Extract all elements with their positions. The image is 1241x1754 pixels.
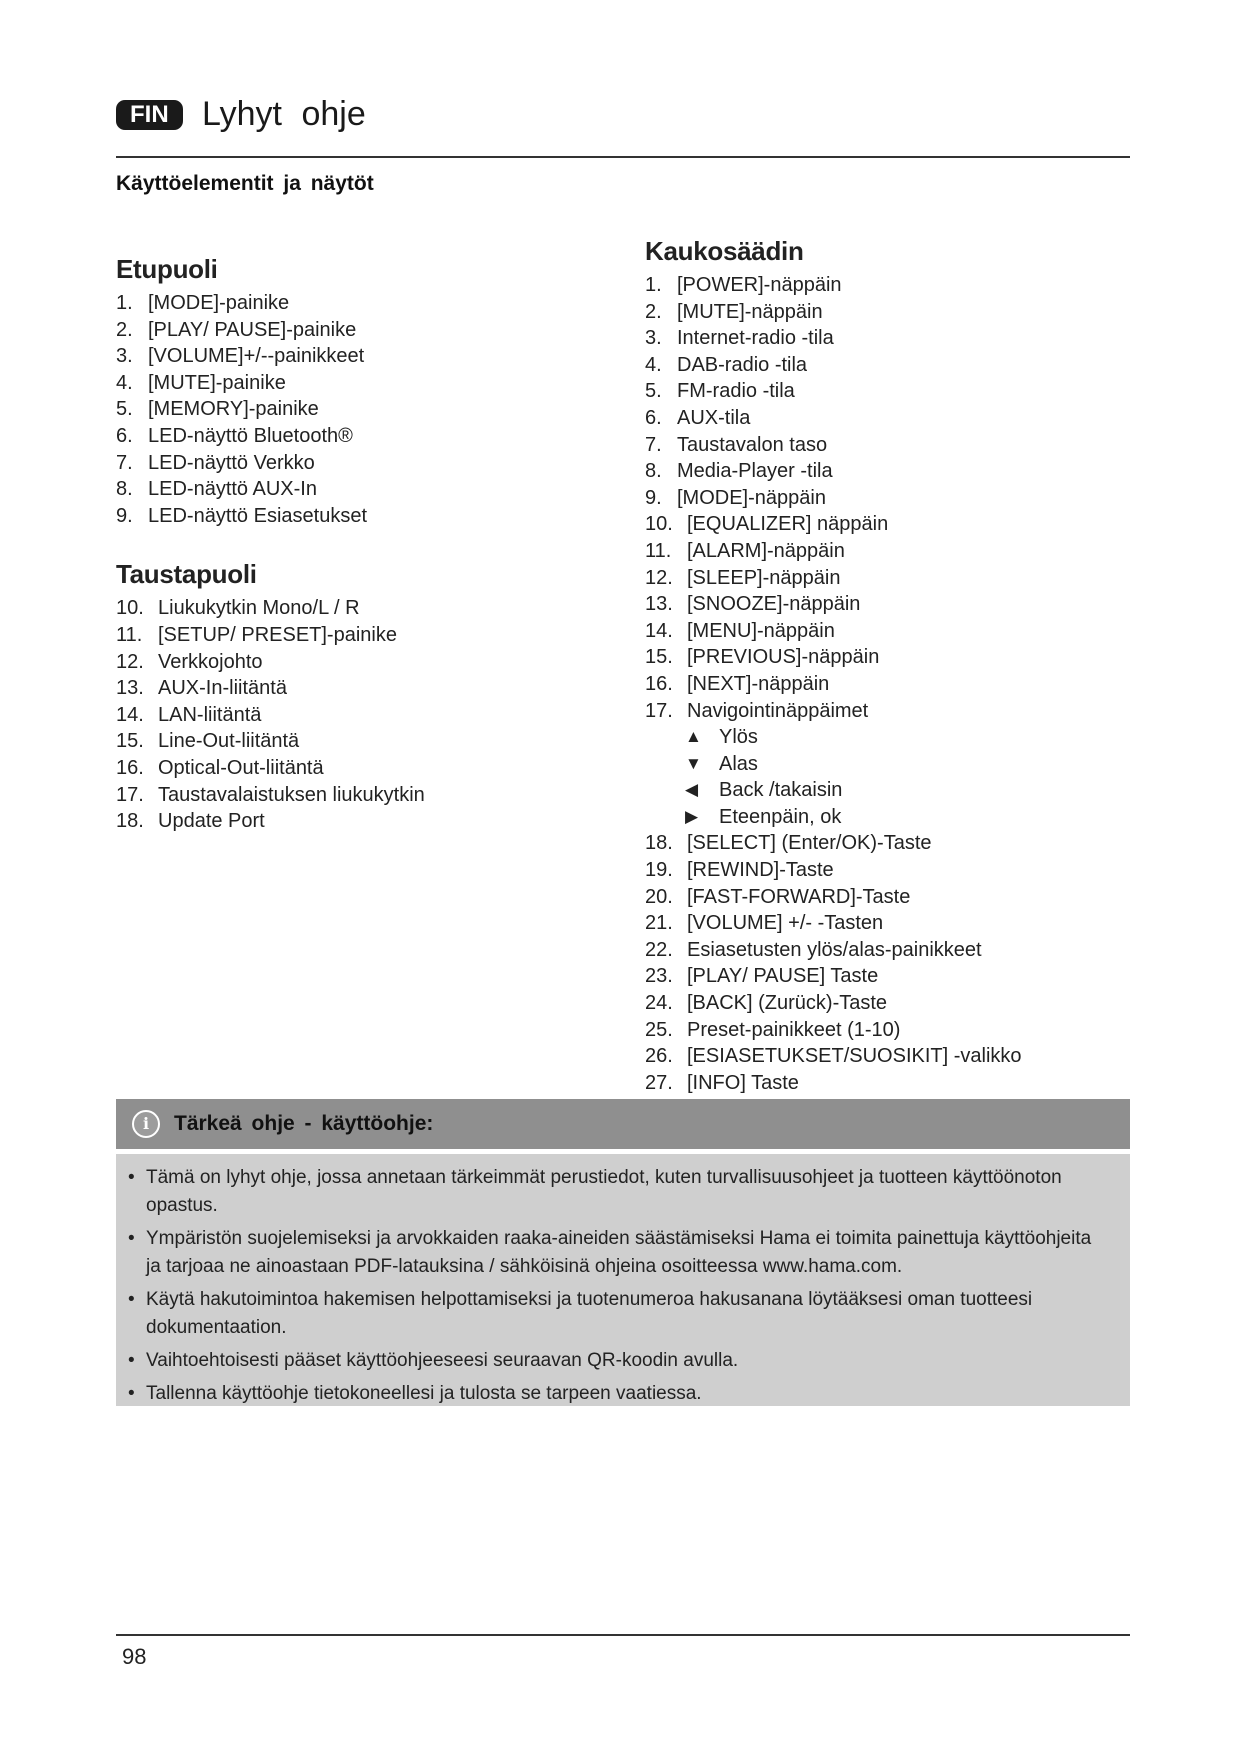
item-text: FM-radio -tila bbox=[677, 380, 795, 403]
front-side-title: Etupuoli bbox=[116, 254, 218, 284]
notice-bullet: • Vaihtoehtoisesti pääset käyttöohjeeseesi seuraavan QR-koodin avulla. bbox=[128, 1347, 1106, 1375]
list-item bbox=[116, 675, 616, 702]
list-item bbox=[645, 990, 1125, 1017]
list-item bbox=[116, 290, 616, 317]
item-text: LAN-liitäntä bbox=[158, 703, 262, 726]
list-item bbox=[645, 1070, 1125, 1097]
list-item bbox=[645, 884, 1125, 911]
item-text: LED-näyttö Verkko bbox=[148, 451, 315, 474]
notice-bullet: • Tallenna käyttöohje tietokoneellesi ja tulosta se tarpeen vaatiessa. bbox=[128, 1380, 1106, 1408]
list-item bbox=[116, 649, 616, 676]
item-number: 26. bbox=[645, 1045, 673, 1068]
list-item bbox=[645, 352, 1125, 379]
list-item bbox=[116, 396, 616, 423]
arrow-up-icon: ▲ bbox=[685, 727, 702, 747]
list-item bbox=[645, 299, 1125, 326]
item-text: LED-näyttö AUX-In bbox=[148, 478, 317, 501]
item-number: 19. bbox=[645, 859, 673, 882]
item-number: 17. bbox=[116, 783, 144, 806]
list-item bbox=[645, 937, 1125, 964]
item-text: AUX-In-liitäntä bbox=[158, 677, 287, 700]
list-item bbox=[645, 511, 1125, 538]
list-item bbox=[116, 317, 616, 344]
item-number: 7. bbox=[645, 433, 662, 456]
list-item bbox=[116, 595, 616, 622]
item-number: 6. bbox=[645, 406, 662, 429]
item-number: 22. bbox=[645, 938, 673, 961]
item-text: Taustavalon taso bbox=[677, 433, 828, 456]
item-number: 18. bbox=[116, 810, 144, 833]
list-item bbox=[645, 830, 1125, 857]
item-number: 9. bbox=[645, 486, 662, 509]
item-number: 17. bbox=[645, 699, 673, 722]
item-number: 2. bbox=[116, 318, 133, 341]
item-text: [ESIASETUKSET/SUOSIKIT] -valikko bbox=[687, 1045, 1022, 1068]
nav-key-item bbox=[685, 751, 1125, 778]
item-number: 25. bbox=[645, 1018, 673, 1041]
item-text: LED-näyttö Esiasetukset bbox=[148, 504, 367, 527]
item-text: [SLEEP]-näppäin bbox=[687, 566, 841, 589]
nav-key-text: Alas bbox=[719, 752, 758, 775]
page-number: 98 bbox=[122, 1644, 147, 1669]
document-title: Lyhyt ohje bbox=[202, 95, 366, 133]
list-item bbox=[645, 910, 1125, 937]
list-item bbox=[645, 963, 1125, 990]
item-number: 12. bbox=[116, 650, 144, 673]
important-notice-body bbox=[116, 1154, 1130, 1406]
left-column bbox=[116, 252, 616, 835]
list-item bbox=[645, 644, 1125, 671]
item-number: 14. bbox=[645, 619, 673, 642]
list-item bbox=[116, 343, 616, 370]
nav-key-item bbox=[685, 804, 1125, 831]
list-item bbox=[645, 857, 1125, 884]
item-text: [SELECT] (Enter/OK)-Taste bbox=[687, 832, 932, 855]
item-number: 3. bbox=[116, 345, 133, 368]
item-text: DAB-radio -tila bbox=[677, 353, 808, 376]
important-notice-header bbox=[116, 1099, 1130, 1149]
item-text: [EQUALIZER] näppäin bbox=[687, 513, 889, 536]
nav-key-item bbox=[685, 777, 1125, 804]
item-text: Update Port bbox=[158, 810, 265, 833]
item-text: LED-näyttö Bluetooth® bbox=[148, 424, 353, 447]
list-item bbox=[645, 432, 1125, 459]
item-text: Navigointinäppäimet bbox=[687, 699, 869, 722]
item-text: [MODE]-näppäin bbox=[677, 486, 826, 509]
item-text: [VOLUME] +/- -Tasten bbox=[687, 912, 884, 935]
list-item bbox=[645, 565, 1125, 592]
notice-bullet: • Käytä hakutoimintoa hakemisen helpottamiseksi ja tuotenumeroa hakusanana löytääksesi oman tuotteesi dokumentaation. bbox=[128, 1286, 1106, 1342]
item-text: [MEMORY]-painike bbox=[148, 398, 319, 421]
item-text: [POWER]-näppäin bbox=[677, 274, 842, 296]
list-item bbox=[116, 450, 616, 477]
item-number: 5. bbox=[116, 398, 133, 421]
arrow-down-icon: ▼ bbox=[685, 753, 702, 773]
item-number: 16. bbox=[645, 672, 673, 695]
item-number: 13. bbox=[645, 593, 673, 616]
item-number: 18. bbox=[645, 832, 673, 855]
section-subtitle: Käyttöelementit ja näytöt bbox=[116, 172, 374, 195]
item-number: 16. bbox=[116, 756, 144, 779]
list-item bbox=[645, 671, 1125, 698]
item-number: 13. bbox=[116, 677, 144, 700]
item-text: [NEXT]-näppäin bbox=[687, 672, 830, 695]
list-item bbox=[645, 405, 1125, 432]
info-icon: i bbox=[132, 1110, 160, 1138]
item-text: [REWIND]-Taste bbox=[687, 859, 834, 882]
arrow-left-icon: ◀ bbox=[685, 780, 699, 800]
item-number: 10. bbox=[116, 597, 144, 620]
item-text: Media-Player -tila bbox=[677, 460, 833, 483]
list-item bbox=[645, 538, 1125, 565]
item-text: Preset-painikkeet (1-10) bbox=[687, 1018, 901, 1041]
item-text: [MENU]-näppäin bbox=[687, 619, 835, 642]
item-number: 3. bbox=[645, 327, 662, 350]
item-text: [SETUP/ PRESET]-painike bbox=[158, 623, 397, 646]
notice-bullet: • Ympäristön suojelemiseksi ja arvokkaiden raaka-aineiden säästämiseksi Hama ei toimita painettuja käyttöohjeita ja tarjoaa ne ainoastaan PDF-latauksina / sähköisinä ohjeina osoitteessa www.hama.com. bbox=[128, 1225, 1106, 1281]
item-number: 8. bbox=[645, 460, 662, 483]
navigation-keys-list bbox=[645, 724, 1125, 830]
item-text: Internet-radio -tila bbox=[677, 327, 834, 350]
item-text: Taustavalaistuksen liukukytkin bbox=[158, 783, 425, 806]
item-number: 1. bbox=[645, 274, 662, 296]
item-text: [PREVIOUS]-näppäin bbox=[687, 646, 880, 669]
item-text: [BACK] (Zurück)-Taste bbox=[687, 992, 888, 1015]
list-item bbox=[116, 622, 616, 649]
item-number: 1. bbox=[116, 292, 133, 314]
list-item bbox=[116, 423, 616, 450]
list-item bbox=[116, 702, 616, 729]
item-number: 23. bbox=[645, 965, 673, 988]
item-number: 10. bbox=[645, 513, 673, 536]
remote-control-list bbox=[645, 272, 1125, 724]
item-text: Optical-Out-liitäntä bbox=[158, 756, 324, 779]
item-text: [FAST-FORWARD]-Taste bbox=[687, 885, 911, 908]
item-text: [MODE]-painike bbox=[148, 292, 290, 314]
item-text: Liukukytkin Mono/L / R bbox=[158, 597, 360, 620]
list-item bbox=[645, 485, 1125, 512]
item-text: [MUTE]-painike bbox=[148, 371, 286, 394]
list-item bbox=[116, 503, 616, 530]
notice-title: Tärkeä ohje - käyttöohje: bbox=[174, 1112, 434, 1135]
item-number: 5. bbox=[645, 380, 662, 403]
item-number: 6. bbox=[116, 424, 133, 447]
list-item bbox=[116, 476, 616, 503]
item-number: 24. bbox=[645, 992, 673, 1015]
item-text: [VOLUME]+/--painikkeet bbox=[148, 345, 365, 368]
list-item bbox=[645, 591, 1125, 618]
item-text: [PLAY/ PAUSE]-painike bbox=[148, 318, 357, 341]
nav-key-item bbox=[685, 724, 1125, 751]
front-side-list bbox=[116, 290, 616, 529]
item-text: Esiasetusten ylös/alas-painikkeet bbox=[687, 938, 982, 961]
item-text: [ALARM]-näppäin bbox=[687, 539, 845, 562]
list-item bbox=[645, 378, 1125, 405]
item-text: [PLAY/ PAUSE] Taste bbox=[687, 965, 879, 988]
item-number: 8. bbox=[116, 478, 133, 501]
item-number: 27. bbox=[645, 1071, 673, 1094]
item-text: [SNOOZE]-näppäin bbox=[687, 593, 861, 616]
list-item bbox=[116, 728, 616, 755]
list-item bbox=[645, 325, 1125, 352]
item-number: 4. bbox=[645, 353, 662, 376]
notice-bullet-list bbox=[128, 1164, 1106, 1408]
list-item bbox=[645, 272, 1125, 299]
list-item bbox=[645, 458, 1125, 485]
item-number: 14. bbox=[116, 703, 144, 726]
item-text: Line-Out-liitäntä bbox=[158, 730, 300, 753]
item-number: 2. bbox=[645, 300, 662, 323]
nav-key-text: Eteenpäin, ok bbox=[719, 805, 842, 828]
list-item bbox=[645, 1017, 1125, 1044]
list-item bbox=[645, 1043, 1125, 1070]
item-number: 12. bbox=[645, 566, 673, 589]
item-text: [INFO] Taste bbox=[687, 1071, 799, 1094]
list-item bbox=[116, 755, 616, 782]
right-column bbox=[645, 234, 1125, 1096]
item-number: 7. bbox=[116, 451, 133, 474]
language-badge: FIN bbox=[116, 100, 183, 130]
item-number: 4. bbox=[116, 371, 133, 394]
list-item bbox=[116, 370, 616, 397]
list-item bbox=[645, 698, 1125, 725]
footer-divider bbox=[116, 1634, 1130, 1636]
list-item bbox=[116, 782, 616, 809]
list-item bbox=[645, 618, 1125, 645]
nav-key-text: Back /takaisin bbox=[719, 779, 843, 802]
page-header bbox=[116, 92, 1130, 158]
item-text: AUX-tila bbox=[677, 406, 751, 429]
list-item bbox=[116, 808, 616, 835]
remote-control-title: Kaukosäädin bbox=[645, 236, 804, 266]
nav-key-text: Ylös bbox=[719, 726, 758, 749]
item-number: 21. bbox=[645, 912, 673, 935]
back-side-title: Taustapuoli bbox=[116, 559, 257, 590]
remote-control-list-continued bbox=[645, 830, 1125, 1096]
notice-bullet: • Tämä on lyhyt ohje, jossa annetaan tärkeimmät perustiedot, kuten turvallisuusohjeet ja tuotteen käyttöönoton opastus. bbox=[128, 1164, 1106, 1220]
item-number: 20. bbox=[645, 885, 673, 908]
item-number: 15. bbox=[645, 646, 673, 669]
item-text: [MUTE]-näppäin bbox=[677, 300, 823, 323]
item-number: 15. bbox=[116, 730, 144, 753]
back-side-list bbox=[116, 595, 616, 834]
arrow-right-icon: ▶ bbox=[685, 806, 699, 826]
item-number: 9. bbox=[116, 504, 133, 527]
item-text: Verkkojohto bbox=[158, 650, 263, 673]
item-number: 11. bbox=[116, 623, 143, 646]
item-number: 11. bbox=[645, 539, 672, 562]
